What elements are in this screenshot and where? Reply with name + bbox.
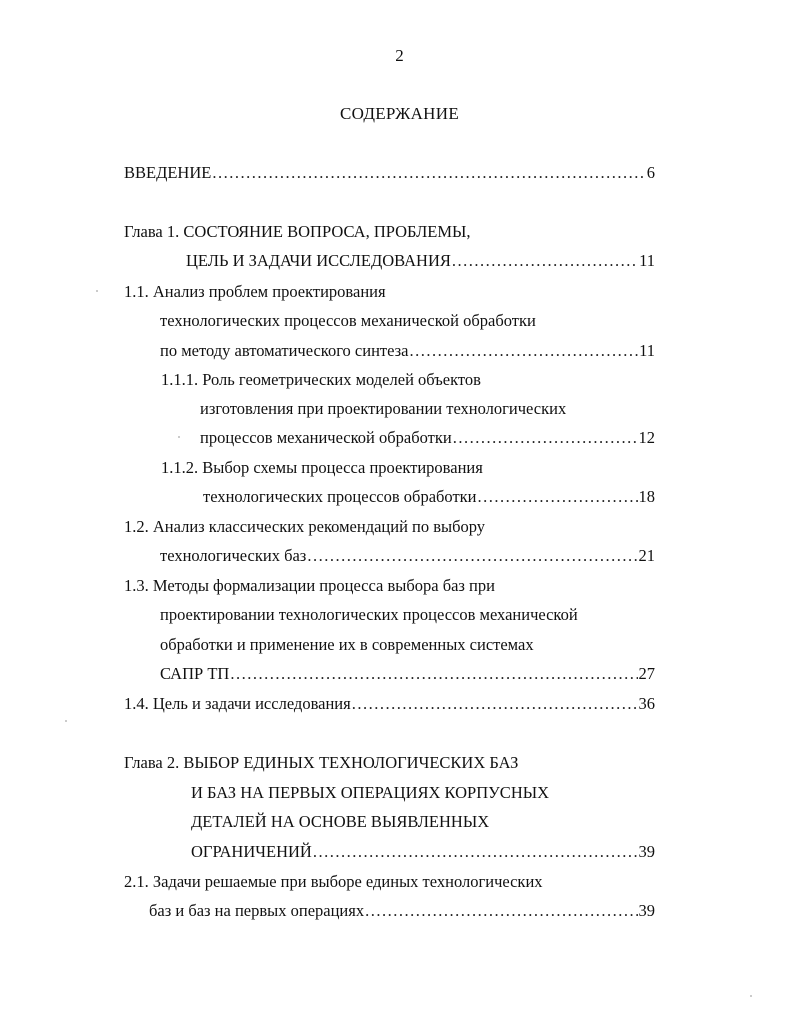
toc-page-number: 36 (638, 694, 655, 713)
dot-leader (478, 487, 638, 507)
dot-leader (365, 901, 637, 921)
dot-leader (453, 428, 638, 448)
toc-page-number: 21 (638, 546, 655, 565)
toc-page-number: 11 (639, 251, 655, 270)
dot-leader (307, 546, 637, 566)
toc-entry-chapter-2[interactable] (191, 842, 655, 862)
toc-entry-section-1-1-2[interactable] (203, 487, 655, 507)
dot-leader (352, 694, 638, 714)
toc-entry-title: ОГРАНИЧЕНИЙ (191, 842, 312, 861)
toc-entry-section-1-3[interactable] (160, 664, 655, 684)
dot-leader (452, 251, 638, 271)
toc-page-number: 18 (638, 487, 655, 506)
toc-section-2-1-line-1: 2.1. Задачи решаемые при выборе единых технологических (124, 872, 543, 891)
dot-leader (212, 163, 645, 183)
contents-heading: СОДЕРЖАНИЕ (339, 104, 460, 123)
toc-chapter-1-line-1: Глава 1. СОСТОЯНИЕ ВОПРОСА, ПРОБЛЕМЫ, (124, 222, 471, 241)
scan-speck (65, 720, 67, 722)
toc-entry-section-1-1[interactable] (160, 341, 655, 361)
toc-section-1-3-line-2: проектировании технологических процессов механической (160, 605, 578, 624)
toc-section-1-1-1-line-2: изготовления при проектировании технологических (200, 399, 567, 418)
toc-entry-title: технологических процессов обработки (203, 487, 477, 506)
toc-section-1-1-1-line-1: 1.1.1. Роль геометрических моделей объектов (161, 370, 481, 389)
dot-leader (313, 842, 638, 862)
toc-entry-title: САПР ТП (160, 664, 230, 683)
toc-entry-section-2-1[interactable] (149, 901, 655, 921)
toc-entry-title: технологических баз (160, 546, 307, 565)
toc-entry-title: ЦЕЛЬ И ЗАДАЧИ ИССЛЕДОВАНИЯ (186, 251, 451, 270)
toc-chapter-2-line-2: И БАЗ НА ПЕРВЫХ ОПЕРАЦИЯХ КОРПУСНЫХ (191, 783, 550, 802)
toc-section-1-2-line-1: 1.2. Анализ классических рекомендаций по выбору (124, 517, 486, 536)
toc-entry-section-1-2[interactable] (160, 546, 655, 566)
toc-entry-title: 1.4. Цель и задачи исследования (124, 694, 351, 713)
toc-chapter-2-line-1: Глава 2. ВЫБОР ЕДИНЫХ ТЕХНОЛОГИЧЕСКИХ БАЗ (124, 753, 519, 772)
toc-section-1-3-line-1: 1.3. Методы формализации процесса выбора баз при (124, 576, 495, 595)
toc-section-1-3-line-3: обработки и применение их в современных системах (160, 635, 534, 654)
scan-speck (96, 290, 98, 292)
toc-section-1-1-line-2: технологических процессов механической обработки (160, 311, 536, 330)
toc-page-number: 11 (639, 341, 655, 360)
toc-page-number: 27 (638, 664, 655, 683)
toc-entry-chapter-1[interactable] (186, 251, 655, 271)
page-number: 2 (395, 46, 404, 65)
toc-page-number: 6 (646, 163, 655, 182)
toc-entry-title: процессов механической обработки (200, 428, 452, 447)
toc-page-number: 12 (638, 428, 655, 447)
toc-section-1-1-line-1: 1.1. Анализ проблем проектирования (124, 282, 386, 301)
toc-section-1-1-2-line-1: 1.1.2. Выбор схемы процесса проектирования (161, 458, 483, 477)
toc-entry-intro[interactable] (124, 163, 655, 183)
dot-leader (409, 341, 638, 361)
toc-entry-title: по методу автоматического синтеза (160, 341, 409, 360)
scan-speck (750, 995, 752, 997)
toc-entry-title: ВВЕДЕНИЕ (124, 163, 212, 182)
toc-entry-title: баз и баз на первых операциях (149, 901, 365, 920)
toc-page-number: 39 (638, 901, 655, 920)
dot-leader (230, 664, 637, 684)
toc-page-number: 39 (638, 842, 655, 861)
toc-entry-section-1-4[interactable] (124, 694, 655, 714)
toc-entry-section-1-1-1[interactable] (200, 428, 655, 448)
scan-speck (178, 436, 180, 438)
toc-chapter-2-line-3: ДЕТАЛЕЙ НА ОСНОВЕ ВЫЯВЛЕННЫХ (191, 812, 490, 831)
